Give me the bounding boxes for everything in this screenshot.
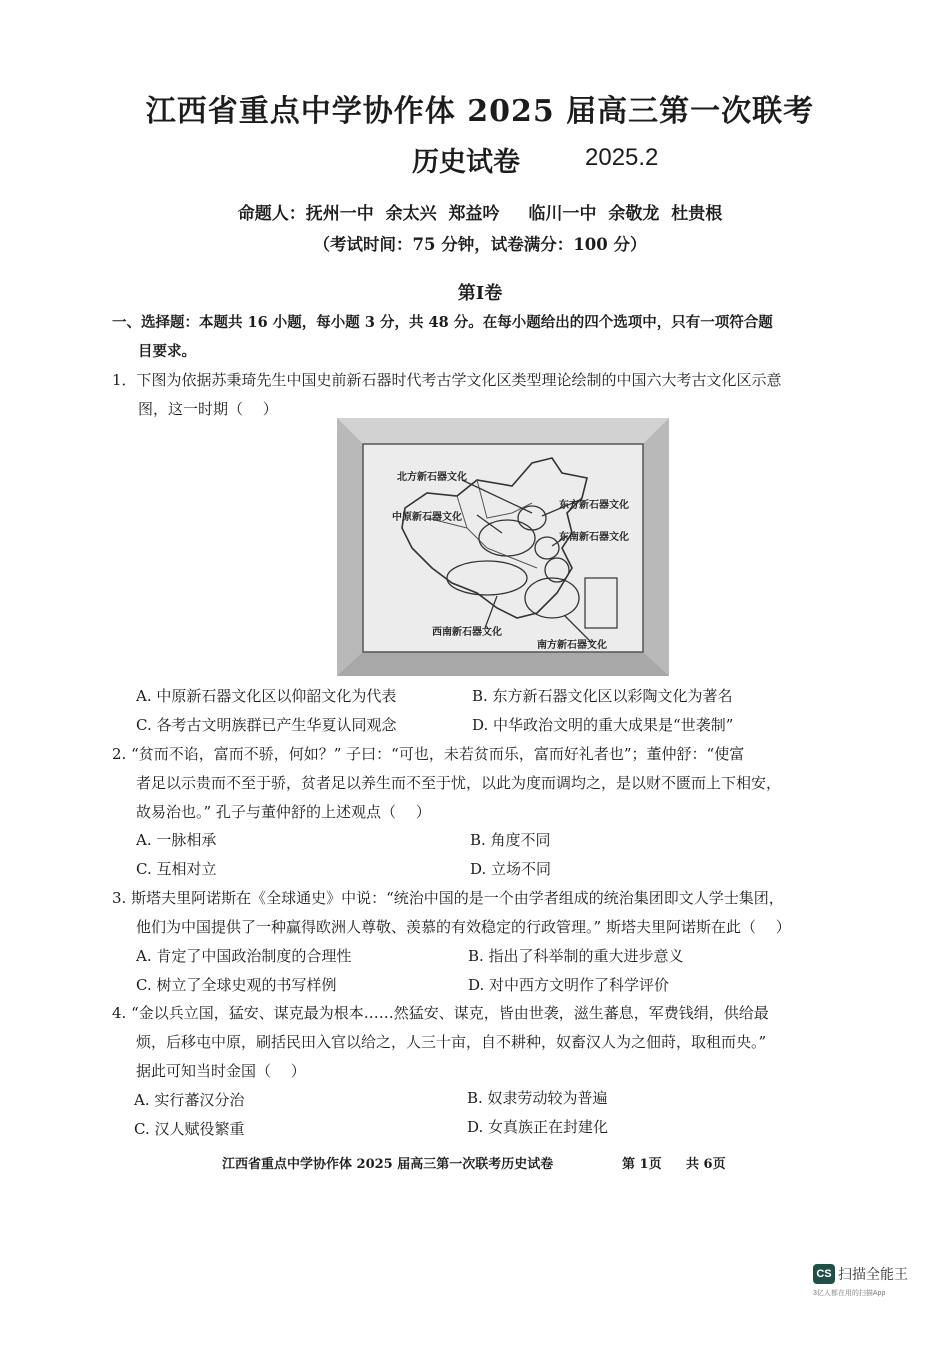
camscanner-tagline: 3亿人都在用的扫描App [813, 1289, 886, 1297]
map-label-south: 南方新石器文化 [537, 640, 607, 651]
q4-option-a[interactable]: A. 实行蕃汉分治 [134, 1091, 245, 1109]
q3-option-b[interactable]: B. 指出了科举制的重大进步意义 [468, 947, 684, 965]
q4-option-d[interactable]: D. 女真族正在封建化 [467, 1118, 609, 1136]
q3-stem-line2: 他们为中国提供了一种赢得欧洲人尊敬、羡慕的有效稳定的行政管理。” 斯塔夫里阿诺斯在此（ ） [136, 918, 791, 936]
page-footer-title: 江西省重点中学协作体 2025 届高三第一次联考历史试卷 [222, 1157, 554, 1172]
exam-title: 江西省重点中学协作体 2025 届高三第一次联考 [145, 94, 815, 129]
q2-stem-line1: 2. “贫而不谄，富而不骄，何如？” 子曰：“可也，未若贫而乐，富而好礼者也”；董仲舒：“使富 [112, 745, 745, 763]
map-label-east: 东方新石器文化 [559, 500, 629, 511]
neolithic-culture-map [337, 418, 669, 676]
q2-option-c[interactable]: C. 互相对立 [136, 860, 217, 878]
camscanner-watermark [813, 1263, 908, 1298]
q4-stem-line1: 4. “金以兵立国，猛安、谋克最为根本……然猛安、谋克，皆由世袭，滋生蕃息，军费钱绢，供给最 [112, 1004, 769, 1022]
q4-stem-line3: 据此可知当时金国（ ） [136, 1062, 306, 1080]
volume-heading: 第Ⅰ卷 [457, 283, 503, 304]
q4-option-b[interactable]: B. 奴隶劳动较为普遍 [467, 1089, 608, 1107]
camscanner-logo-icon: CS [813, 1264, 835, 1284]
page-total: 共 6页 [686, 1157, 726, 1172]
q1-option-a[interactable]: A. 中原新石器文化区以仰韶文化为代表 [136, 687, 397, 705]
q1-stem-line2: 图，这一时期（ ） [138, 400, 278, 418]
q3-stem-line1: 3. 斯塔夫里阿诺斯在《全球通史》中说：“统治中国的是一个由学者组成的统治集团即文人学士集团， [112, 889, 784, 907]
q2-option-d[interactable]: D. 立场不同 [470, 860, 552, 878]
q4-option-c[interactable]: C. 汉人赋役繁重 [134, 1120, 245, 1138]
q4-stem-line2: 烦，后移屯中原，刷括民田入官以给之，人三十亩，自不耕种，奴畜汉人为之佃莳，取租而央。” [136, 1033, 767, 1051]
page-number: 第 1页 [622, 1157, 662, 1172]
map-label-central-plains: 中原新石器文化 [392, 512, 462, 523]
q1-option-b[interactable]: B. 东方新石器文化区以彩陶文化为著名 [472, 687, 733, 705]
exam-date: 2025.2 [585, 144, 659, 171]
q2-stem-line2: 者足以示贵而不至于骄，贫者足以养生而不至于忧，以此为度而调均之，是以财不匮而上下相安， [136, 774, 782, 792]
q2-option-a[interactable]: A. 一脉相承 [136, 831, 217, 849]
section-instructions-line1: 一、选择题：本题共 16 小题，每小题 3 分，共 48 分。在每小题给出的四个选项中，只有一项符合题 [112, 314, 773, 331]
q2-option-b[interactable]: B. 角度不同 [470, 831, 551, 849]
q3-option-a[interactable]: A. 肯定了中国政治制度的合理性 [136, 947, 352, 965]
exam-subject: 历史试卷 [412, 147, 520, 178]
q1-option-d[interactable]: D. 中华政治文明的重大成果是“世袭制” [472, 716, 734, 734]
q3-option-c[interactable]: C. 树立了全球史观的书写样例 [136, 976, 337, 994]
q1-option-c[interactable]: C. 各考古文明族群已产生华夏认同观念 [136, 716, 397, 734]
q1-stem-line1: 1．下图为依据苏秉琦先生中国史前新石器时代考古学文化区类型理论绘制的中国六大考古文化区示意 [112, 371, 782, 389]
exam-info: （考试时间：75 分钟，试卷满分：100 分） [313, 235, 647, 254]
map-label-southeast: 东南新石器文化 [559, 532, 629, 543]
q2-stem-line3: 故易治也。” 孔子与董仲舒的上述观点（ ） [136, 803, 431, 821]
camscanner-name: 扫描全能王 [838, 1265, 908, 1282]
q3-option-d[interactable]: D. 对中西方文明作了科学评价 [468, 976, 670, 994]
section-instructions-line2: 目要求。 [138, 343, 196, 360]
map-label-north: 北方新石器文化 [397, 472, 467, 483]
exam-authors: 命题人：抚州一中 余太兴 郑益吟 临川一中 余敬龙 杜贵根 [237, 204, 723, 224]
map-label-southwest: 西南新石器文化 [432, 627, 502, 638]
